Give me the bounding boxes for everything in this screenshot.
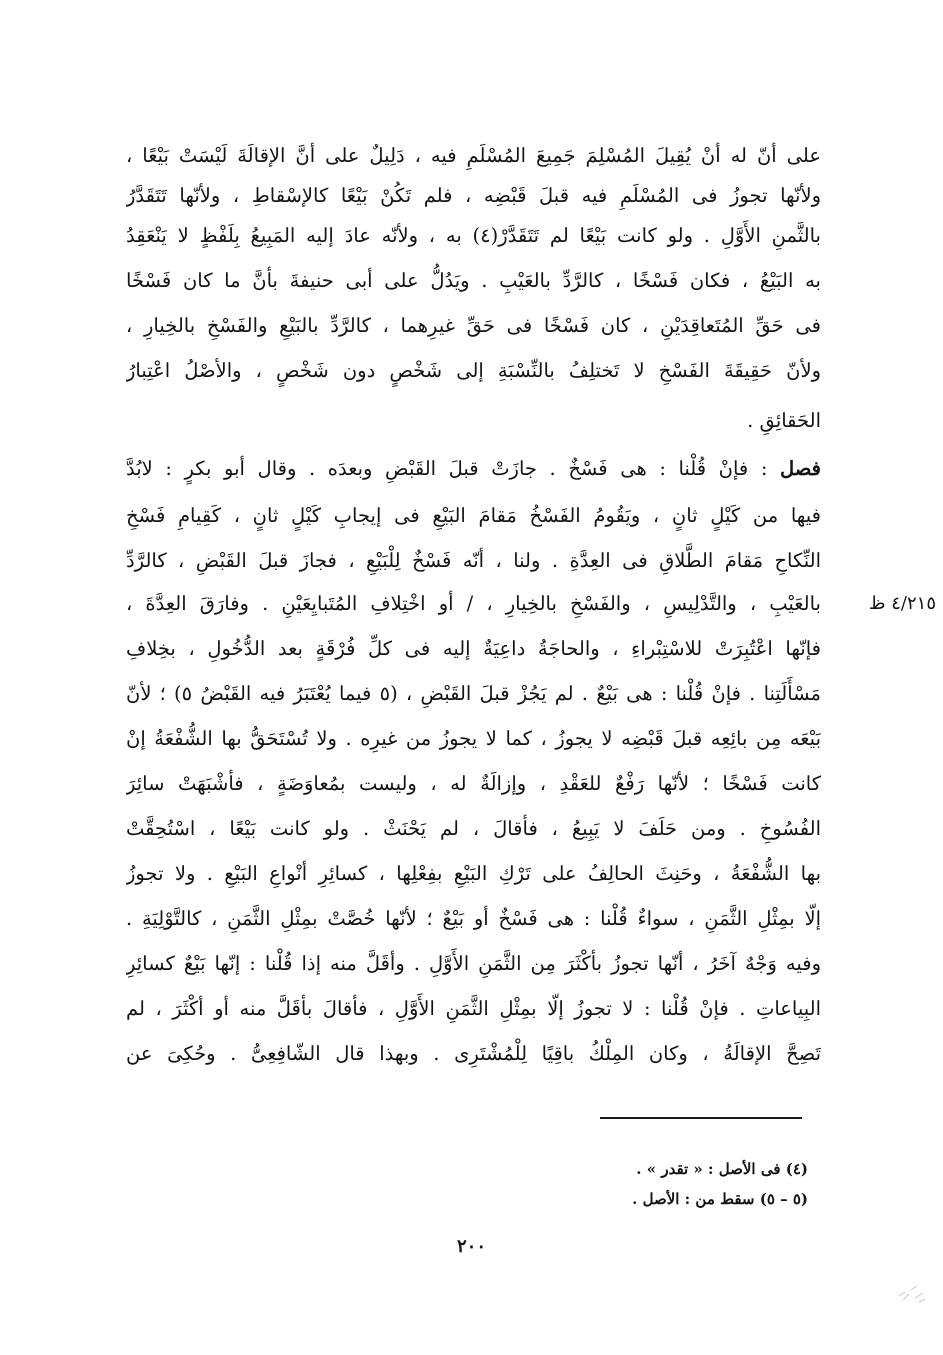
text-line: بَيْعَه مِن بائِعِه قبلَ قَبْضِه لا يجوزُ ، كما لا يجوزُ من غيرِه . ولا تُسْتَحَقُّ بها الشُّفْعَةُ إنْ [126, 727, 821, 750]
section-heading-line [126, 450, 821, 490]
text-line: البِياعاتِ . فإنْ قُلْنا : لا تجوزُ إلّا بمِثْلِ الثَّمَنِ الأَوَّلِ ، فأقالَ بأقَلَّ منه أو أكْثَرَ ، لم [126, 997, 821, 1020]
text-line: كانت فَسْخًا ؛ لأنّها رَفْعٌ للعَقْدِ ، وإزالَةٌ له ، وليست بمُعاوَضَةٍ ، فأشْبَهَتْ سائِرَ [126, 772, 821, 795]
text-line: ولأنّ حَقِيقَةَ الفَسْخِ لا تَختلِفُ بالنِّسْبَةِ إلى شَخْصٍ دون شَخْصٍ ، والأصْلُ اعْتِبارُ [126, 359, 821, 382]
text-line: فى حَقِّ المُتَعاقِدَيْنِ ، كان فَسْخًا فى حَقِّ غيرِهما ، كالرَّدِّ بالبَيْعِ والفَسْخِ بالخِيارِ ، [126, 314, 821, 337]
scan-smudge-icon [897, 1282, 927, 1304]
text-line: النِّكاحِ مَقامَ الطَّلاقِ فى العِدَّةِ . ولنا ، أنّه فَسْخٌ لِلْبَيْعِ ، فجازَ قبلَ القَبْضِ ، كالرَّدِّ [126, 549, 821, 572]
footnote: (٤) فى الأصل : « تقدر » . [636, 1160, 808, 1178]
footnote: (٥ – ٥) سقط من : الأصل . [632, 1190, 808, 1208]
text-line: إلّا بمِثْلِ الثَّمَنِ ، سواءٌ قُلْنا : هى فَسْخٌ أو بَيْعٌ ؛ لأنّها خُصَّتْ بمِثْلِ الثَّمَنِ ، كالتَّوْلِيَةِ . [126, 907, 821, 930]
text-line: بها الشُّفْعَةُ ، وحَنِثَ الحالِفُ على تَرْكِ البَيْعِ بفِعْلِها ، كسائِرِ أنْواعِ البَيْعِ . ولا تجوزُ [126, 862, 821, 885]
text-line: فيها من كَيْلٍ ثانٍ ، ويَقُومُ الفَسْخُ مَقامَ البَيْعِ فى إيجابِ كَيْلٍ ثانٍ ، كَقِيامِ فَسْخِ [126, 504, 821, 527]
text-line: مَسْأَلَتِنا . فإنْ قُلْنا : هى بَيْعٌ . لم يَجُزْ قبلَ القَبْضِ ، (٥ فيما يُعْتَبَرُ فيه القَبْضُ ٥) ؛ لأنّ [126, 682, 821, 705]
text-line: ولأنّها تجوزُ فى المُسْلَمِ فيه قبلَ قَبْضِه ، فلم تَكُنْ بَيْعًا كالإسْقاطِ ، ولأنّها تَتَقَدَّرُ [126, 184, 821, 207]
text-line: به البَيْعُ ، فكان فَسْخًا ، كالرَّدِّ بالعَيْبِ . ويَدُلُّ على أبى حنيفةَ بأنَّ ما كان فَسْخًا [126, 269, 821, 292]
text-run: : فإنْ قُلْنا : هى فَسْخٌ . جازَتْ قبلَ القَبْضِ وبعدَه . وقال أبو بكرٍ : لابُدَّ [126, 457, 780, 480]
text-line: بالثَّمنِ الأَوَّلِ . ولو كانت بَيْعًا لم تَتَقَدَّرْ(٤) به ، ولأنّه عادَ إليه المَبِيعُ بِلَفْظٍ لا يَنْعَقِدُ [126, 224, 821, 247]
page-number: ٢٠٠ [456, 1236, 486, 1257]
text-line: بالعَيْبِ ، والتَّدْلِيسِ ، والفَسْخِ بالخِيارِ ، / أو اخْتِلافِ المُتَبايِعَيْنِ . وفارَقَ العِدَّةَ ، [126, 592, 821, 615]
text-line: على أنّ له أنْ يُقِيلَ المُسْلِمَ جَمِيعَ المُسْلَمِ فيه ، دَلِيلٌ على أنَّ الإقالَةَ لَيْسَتْ بَيْعًا ، [126, 144, 821, 167]
text-line: تَصِحَّ الإقالَةُ ، وكان المِلْكُ باقِيًا لِلْمُشْتَرِى . وبهذا قال الشّافِعِىُّ . وحُكِىَ عن [126, 1042, 821, 1065]
text-line: وفيه وَجْهٌ آخَرُ ، أنّها تجوزُ بأكْثَرَ مِن الثَّمَنِ الأَوَّلِ . وأقَلَّ منه إذا قُلْنا : إنّها بَيْعٌ كسائِرِ [126, 952, 821, 975]
footnote-divider [600, 1117, 802, 1119]
margin-folio-reference: ٤/٢١٥ ظ [868, 593, 936, 614]
text-line: الحَقائِقِ . [747, 409, 821, 432]
text-line: فإنّها اعْتُبِرَتْ للاسْتِبْراءِ ، والحاجَةُ داعِيَةٌ إليه فى كلِّ فُرْقَةٍ بعد الدُّخُولِ ، بخِلافِ [126, 637, 821, 660]
text-line: الفُسُوخِ . ومن حَلَفَ لا يَبِيعُ ، فأقالَ ، لم يَحْنَثْ . ولو كانت بَيْعًا ، اسْتُحِقَّتْ [126, 817, 821, 840]
section-label: فصل [780, 457, 821, 480]
